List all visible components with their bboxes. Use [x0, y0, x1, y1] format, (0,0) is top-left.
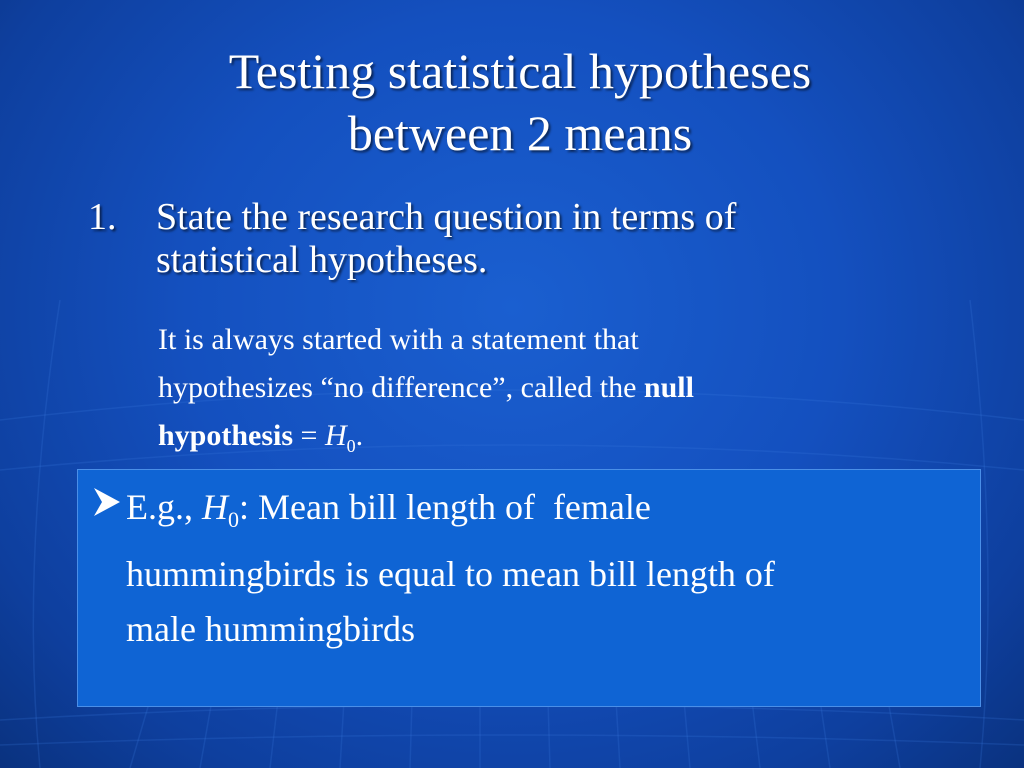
example-h-symbol: H: [202, 487, 228, 527]
example-callout-box: [77, 469, 981, 707]
example-text: [126, 480, 946, 657]
null-hypothesis-explanation: [158, 316, 878, 470]
sub-line-2: hypothesizes “no difference”, called the: [158, 371, 637, 404]
numbered-point-1: [88, 196, 888, 282]
arrow-bullet-icon: [92, 484, 122, 520]
example-prefix: E.g.,: [126, 487, 202, 527]
point-number: 1.: [88, 196, 117, 238]
point-text-line-1: State the research question in terms of: [156, 196, 737, 238]
null-term-part-2: hypothesis: [158, 419, 294, 452]
title-line-2: between 2 means: [347, 105, 693, 161]
h-subscript: 0: [346, 436, 356, 456]
example-line-2: hummingbirds is equal to mean bill length of: [126, 554, 775, 595]
sub-line-1: It is always started with a statement that: [158, 323, 639, 356]
sub-end: .: [355, 419, 364, 452]
h-symbol: H: [324, 419, 347, 452]
equals-sign: =: [293, 419, 325, 452]
example-line-3: male hummingbirds: [126, 609, 415, 650]
title-line-1: Testing statistical hypotheses: [228, 43, 812, 99]
null-term-part-1: null: [643, 371, 694, 404]
slide-title: [60, 40, 980, 164]
example-h-subscript: 0: [228, 507, 239, 533]
point-text-line-2: statistical hypotheses.: [156, 239, 488, 281]
example-line-1: : Mean bill length of female: [239, 487, 651, 527]
